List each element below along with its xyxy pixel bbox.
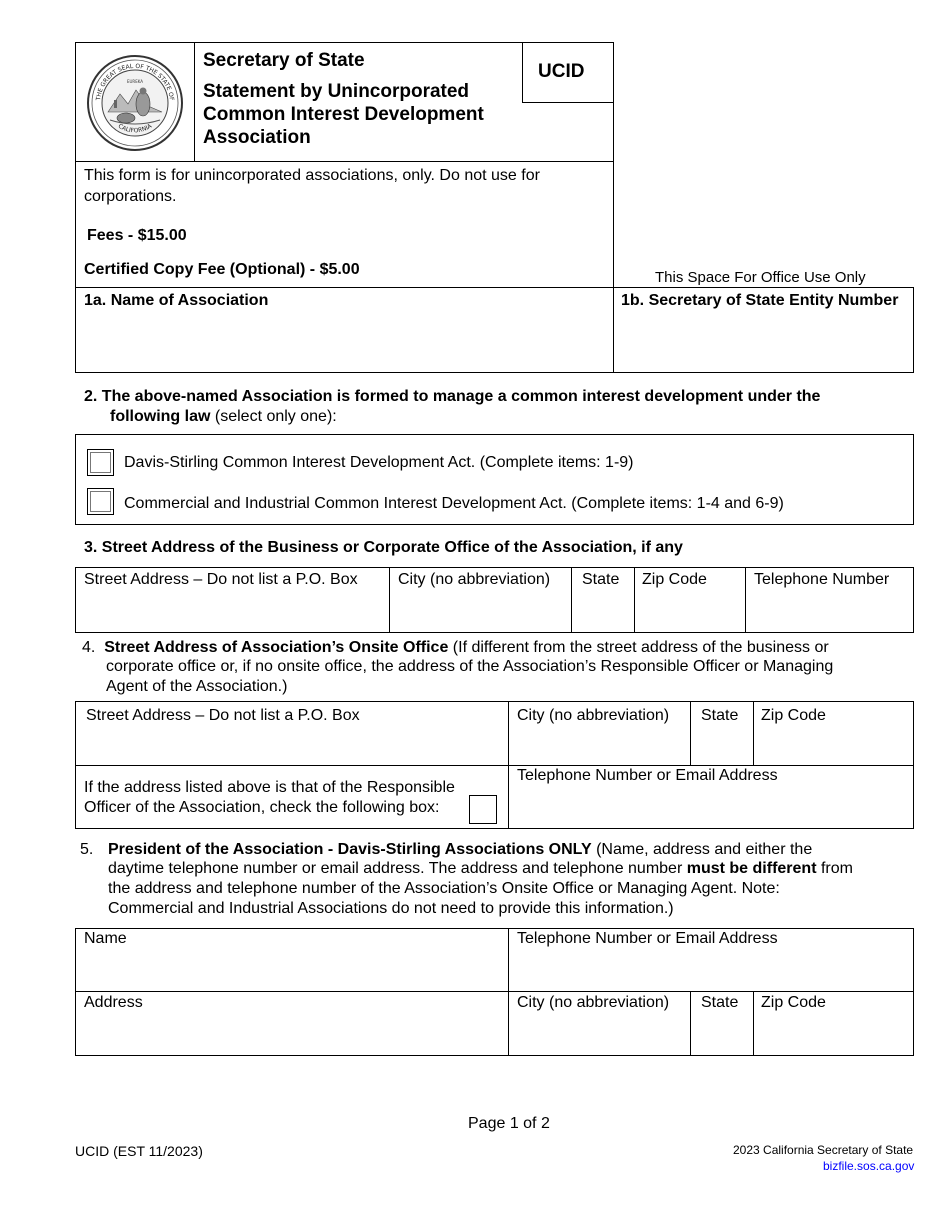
item5-heading-line4: Commercial and Industrial Associations do not need to provide this information.): [108, 900, 674, 917]
item5-heading-bold: President of the Association - Davis-Stirling Associations ONLY: [108, 841, 592, 858]
item3-phone-label: Telephone Number: [754, 571, 890, 588]
president-state-label: State: [701, 994, 739, 1011]
item4-divider-2: [690, 701, 691, 765]
item5-line2-a: daytime telephone number or email address. The address and telephone number: [108, 860, 687, 877]
intro-text-line2: corporations.: [84, 188, 177, 205]
item5-divider-1: [508, 928, 509, 1055]
item4-city-label: City (no abbreviation): [517, 707, 670, 724]
president-city-field[interactable]: [513, 1015, 686, 1051]
president-name-field[interactable]: [80, 951, 504, 987]
seal-top-text: THE GREAT SEAL OF THE STATE OF: [95, 62, 175, 101]
president-city-label: City (no abbreviation): [517, 994, 670, 1011]
office-use-text: This Space For Office Use Only: [655, 269, 866, 286]
item5-line2-b: from: [816, 860, 853, 877]
president-name-label: Name: [84, 930, 127, 947]
seal-image: [86, 54, 184, 152]
item4-heading-line2: corporate office or, if no onsite office, the address of the Association’s Responsible Officer or Managing: [106, 658, 834, 675]
item5-number: 5.: [80, 841, 94, 858]
item5-divider-3: [753, 991, 754, 1055]
item4-heading-bold: Street Address of Association’s Onsite Office: [104, 639, 449, 656]
item4-city-field[interactable]: [513, 728, 686, 761]
president-zip-label: Zip Code: [761, 994, 826, 1011]
item2-heading-line1: 2. The above-named Association is formed to manage a common interest development under the: [84, 388, 821, 405]
item3-city-field[interactable]: [394, 592, 567, 628]
item2-heading-line2: [110, 407, 337, 427]
item4-contact-label: Telephone Number or Email Address: [517, 767, 778, 784]
president-address-label: Address: [84, 994, 143, 1011]
item5-heading-line2: [108, 859, 853, 879]
davis-stirling-option-label: Davis-Stirling Common Interest Development Act. (Complete items: 1-9): [124, 454, 634, 471]
responsible-officer-checkbox[interactable]: [469, 795, 497, 824]
commercial-industrial-checkbox[interactable]: [87, 488, 114, 515]
item3-divider-1: [389, 567, 390, 632]
association-name-label: 1a. Name of Association: [84, 292, 269, 309]
officer-note-line1: If the address listed above is that of the Responsible: [84, 779, 455, 796]
item4-street-label: Street Address – Do not list a P.O. Box: [86, 707, 360, 724]
item4-heading-line1: 4. Street Address of Association’s Onsite Office (If different from the street address of the business or: [82, 639, 829, 656]
form-title-line3: Association: [203, 127, 311, 148]
officer-note-line2: Officer of the Association, check the following box:: [84, 799, 440, 816]
president-contact-field[interactable]: [513, 951, 909, 987]
copyright-text: 2023 California Secretary of State: [733, 1143, 914, 1157]
item4-row-divider: [75, 765, 913, 766]
item5-heading-line3: the address and telephone number of the Association’s Onsite Office or Managing Agent. Note:: [108, 880, 780, 897]
president-zip-field[interactable]: [758, 1015, 909, 1051]
item1-divider: [613, 287, 614, 372]
entity-number-field[interactable]: [618, 313, 909, 368]
item4-divider-3: [753, 701, 754, 765]
item3-city-label: City (no abbreviation): [398, 571, 551, 588]
form-code: UCID: [538, 61, 585, 82]
item4-heading-line3: Agent of the Association.): [106, 678, 288, 695]
item4-number: 4: [82, 639, 91, 656]
commercial-industrial-option-label: Commercial and Industrial Common Interest Development Act. (Complete items: 1-4 and 6-9): [124, 495, 784, 512]
state-seal: [86, 54, 184, 152]
item4-zip-field[interactable]: [758, 728, 909, 761]
form-id: UCID (EST 11/2023): [75, 1143, 203, 1159]
item4-contact-field[interactable]: [513, 788, 909, 824]
item5-line2-bold: must be different: [686, 860, 817, 877]
item3-zip-label: Zip Code: [642, 571, 707, 588]
item5-row-divider: [75, 991, 913, 992]
item3-zip-field[interactable]: [639, 592, 741, 628]
item3-phone-field[interactable]: [750, 592, 910, 628]
seal-divider: [194, 42, 195, 161]
item5-heading-line1: [80, 840, 812, 860]
form-title-line1: Statement by Unincorporated: [203, 81, 470, 102]
item4-zip-label: Zip Code: [761, 707, 826, 724]
item4-heading-rest: (If different from the street address of the business or: [448, 639, 829, 656]
item3-heading: 3. Street Address of the Business or Corporate Office of the Association, if any: [84, 539, 683, 556]
copy-fee-text: Certified Copy Fee (Optional) - $5.00: [84, 261, 360, 278]
fees-text: Fees - $15.00: [87, 227, 187, 244]
item3-state-label: State: [582, 571, 620, 588]
president-state-field[interactable]: [695, 1015, 749, 1051]
item4-street-field[interactable]: [80, 728, 504, 761]
item3-divider-2: [571, 567, 572, 632]
seal-bottom-text: CALIFORNIA: [116, 122, 154, 135]
association-name-field[interactable]: [80, 313, 608, 368]
item3-street-field[interactable]: [80, 592, 385, 628]
item3-divider-4: [745, 567, 746, 632]
entity-number-label: 1b. Secretary of State Entity Number: [621, 292, 899, 309]
president-address-field[interactable]: [80, 1015, 504, 1051]
item2-heading-rest: (select only one):: [210, 408, 337, 425]
item2-heading-bold: following law: [110, 408, 211, 425]
agency-title: Secretary of State: [203, 50, 365, 71]
item5-divider-2: [690, 991, 691, 1055]
form-title-line2: Common Interest Development: [203, 104, 484, 125]
davis-stirling-checkbox[interactable]: [87, 449, 114, 476]
item3-state-field[interactable]: [576, 592, 630, 628]
president-contact-label: Telephone Number or Email Address: [517, 930, 778, 947]
page-number: Page 1 of 2: [468, 1115, 550, 1132]
item4-state-field[interactable]: [695, 728, 749, 761]
item3-divider-3: [634, 567, 635, 632]
seal-motto-text: EUREKA: [126, 79, 144, 84]
bizfile-link[interactable]: bizfile.sos.ca.gov: [823, 1159, 915, 1173]
item3-street-label: Street Address – Do not list a P.O. Box: [84, 571, 358, 588]
item4-state-label: State: [701, 707, 739, 724]
intro-text-line1: This form is for unincorporated associations, only. Do not use for: [84, 167, 540, 184]
item4-divider-1: [508, 701, 509, 828]
item5-heading-rest: (Name, address and either the: [591, 841, 813, 858]
